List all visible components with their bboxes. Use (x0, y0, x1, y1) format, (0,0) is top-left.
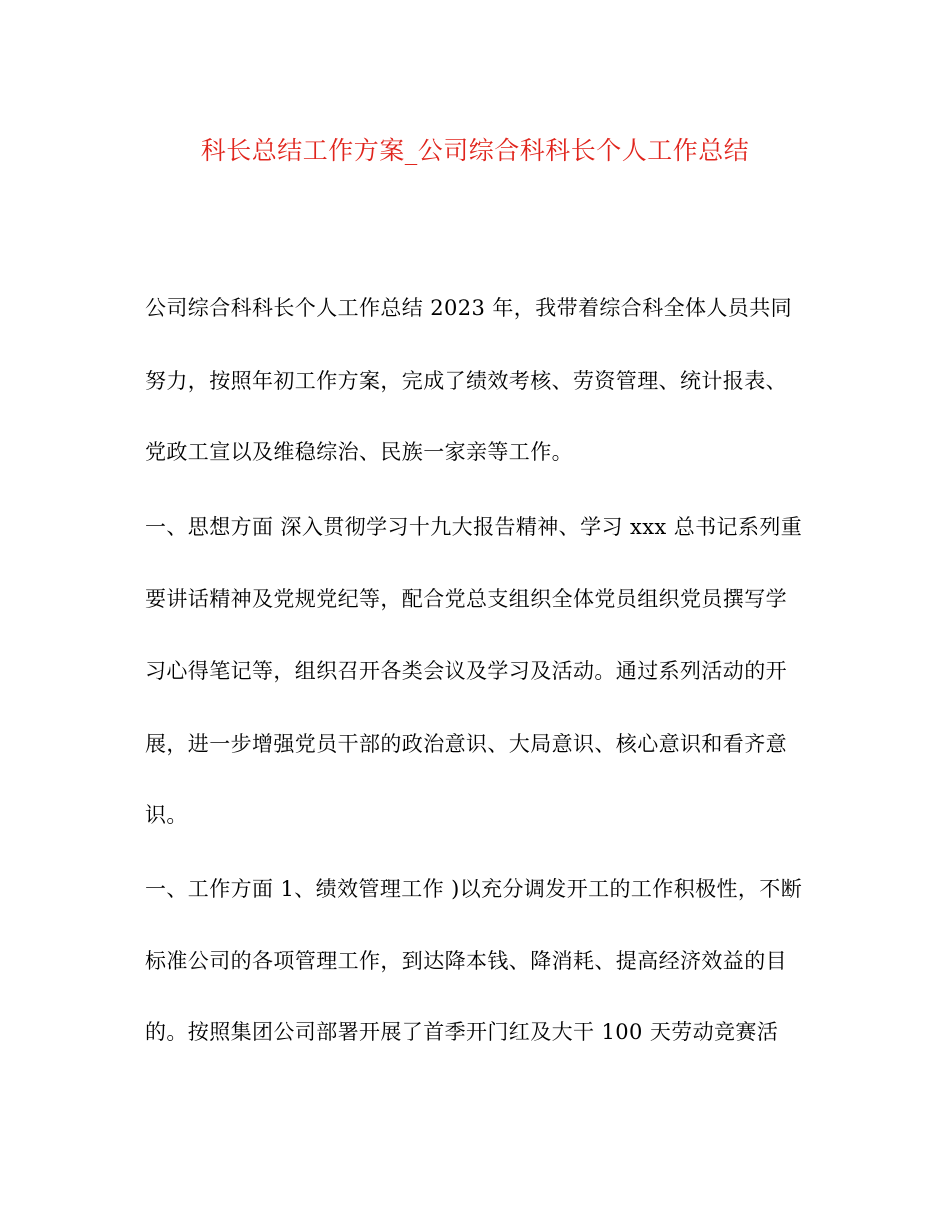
body-line-11: 的。按照集团公司部署开展了首季开门红及大干 100 天劳动竞赛活 (145, 1020, 779, 1044)
body-line-5: 要讲话精神及党规党纪等，配合党总支组织全体党员组织党员撰写学 (145, 587, 787, 611)
body-line-1: 公司综合科科长个人工作总结 2023 年，我带着综合科全体人员共同 (145, 296, 792, 320)
body-line-7: 展，进一步增强党员干部的政治意识、大局意识、核心意识和看齐意 (145, 732, 787, 756)
body-line-8: 识。 (145, 803, 188, 827)
body-line-2: 努力，按照年初工作方案，完成了绩效考核、劳资管理、统计报表、 (145, 369, 787, 393)
body-line-4: 一、思想方面 深入贯彻学习十九大报告精神、学习 xxx 总书记系列重 (145, 515, 803, 539)
body-line-10: 标准公司的各项管理工作，到达降本钱、降消耗、提高经济效益的目 (145, 949, 787, 973)
body-line-6: 习心得笔记等，组织召开各类会议及学习及活动。通过系列活动的开 (145, 659, 787, 683)
body-line-9: 一、工作方面 1、绩效管理工作 )以充分调发开工的工作积极性，不断 (145, 877, 803, 901)
body-line-3: 党政工宣以及维稳综治、民族一家亲等工作。 (145, 440, 573, 464)
document-title: 科长总结工作方案_公司综合科科长个人工作总结 (200, 136, 750, 165)
